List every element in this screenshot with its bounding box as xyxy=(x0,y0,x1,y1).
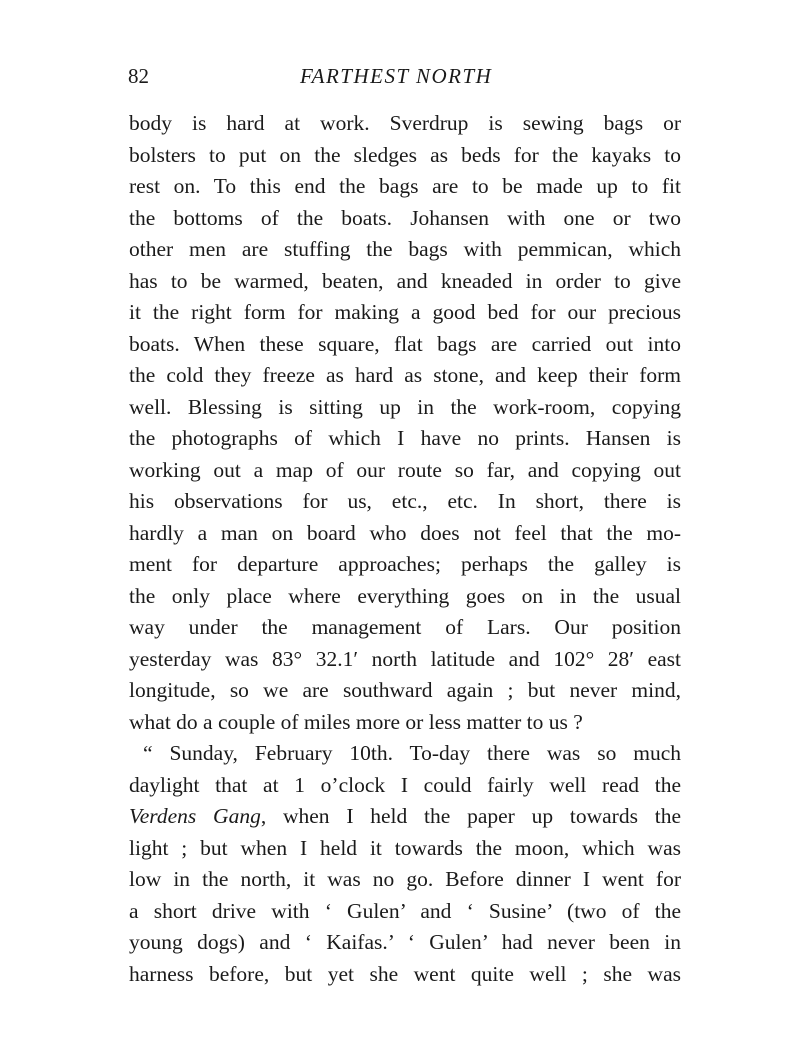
text-line: well. Blessing is sitting up in the work-room, copying xyxy=(129,394,681,419)
newspaper-title: Verdens Gang xyxy=(129,804,261,828)
text-line: it the right form for making a good bed for our precious xyxy=(129,300,681,324)
running-title: FARTHEST NORTH xyxy=(300,64,493,88)
text-line: rest on. To this end the bags are to be made up to fit xyxy=(129,174,681,198)
text-line: has to be warmed, beaten, and kneaded in order to give xyxy=(129,268,681,293)
text-line: yesterday was 83° 32.1′ north latitude and 102° 28′ east xyxy=(129,646,681,671)
text-line: low in the north, it was no go. Before dinner I went for xyxy=(129,867,681,891)
text-line: longitude, so we are southward again ; but never mind, xyxy=(129,678,681,702)
text-line: the photographs of which I have no prints. Hansen is xyxy=(129,426,681,450)
text-line: a short drive with ‘ Gulen’ and ‘ Susine’ (two of the xyxy=(129,898,681,923)
text-line: boats. When these square, flat bags are carried out into xyxy=(129,331,681,356)
text-line: the cold they freeze as hard as stone, and keep their form xyxy=(129,363,681,387)
text-line: bolsters to put on the sledges as beds for the kayaks to xyxy=(129,142,681,167)
text-line: light ; but when I held it towards the moon, which was xyxy=(129,835,681,860)
text-line: daylight that at 1 o’clock I could fairly well read the xyxy=(129,772,681,797)
text-line: what do a couple of miles more or less matter to us ? xyxy=(129,709,583,734)
running-head xyxy=(0,64,800,94)
text-line: ment for departure approaches; perhaps the galley is xyxy=(129,552,681,576)
text-line: way under the management of Lars. Our position xyxy=(129,615,681,639)
text-line: hardly a man on board who does not feel that the mo- xyxy=(129,520,681,545)
body-text xyxy=(129,108,681,990)
text-line: “ Sunday, February 10th. To-day there was so much xyxy=(143,741,681,765)
text-line: the only place where everything goes on in the usual xyxy=(129,583,681,608)
text-line: young dogs) and ‘ Kaifas.’ ‘ Gulen’ had never been in xyxy=(129,930,681,954)
text-line-rest: , when I held the paper up towards the xyxy=(260,804,681,828)
text-line: working out a map of our route so far, and copying out xyxy=(129,457,681,482)
page-number: 82 xyxy=(128,64,149,88)
text-line: body is hard at work. Sverdrup is sewing bags or xyxy=(129,111,681,135)
text-line: his observations for us, etc., etc. In short, there is xyxy=(129,489,681,513)
text-line-with-italic xyxy=(129,801,681,833)
text-line: other men are stuffing the bags with pemmican, which xyxy=(129,237,681,261)
text-line: harness before, but yet she went quite well ; she was xyxy=(129,961,681,986)
text-line: the bottoms of the boats. Johansen with one or two xyxy=(129,205,681,230)
